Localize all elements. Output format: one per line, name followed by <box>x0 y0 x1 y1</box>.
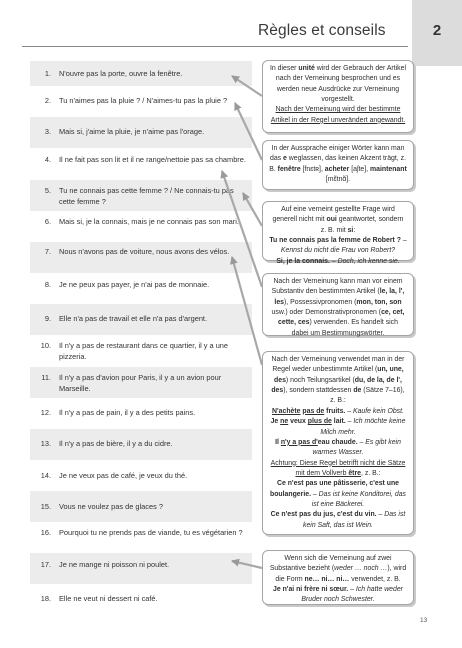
sentence-number: 10. <box>40 341 51 350</box>
note-example: Je ne veux plus de lait. – Ich möchte keine Milch mehr. <box>270 418 406 436</box>
sentence-text: Je ne mange ni poisson ni poulet. <box>59 560 170 569</box>
arrow-note2-to-row2 <box>235 103 262 160</box>
sentence-text: Mais si, je la connais, mais je ne connais pas son mari. <box>59 217 239 226</box>
sentence-text: Elle ne veut ni dessert ni café. <box>59 594 158 603</box>
sentence-text: Vous ne voulez pas de glaces ? <box>59 502 163 511</box>
sentence-number: 5. <box>44 186 51 195</box>
sentence-text: Je ne veux pas de café, je veux du thé. <box>59 471 188 480</box>
note-example: Je n'ai ni frère ni sœur. – Ich hatte weder Bruder noch Schwester. <box>273 586 403 604</box>
sentence-number: 4. <box>44 155 51 164</box>
note-example: Si, je la connais. – Doch, ich kenne sie. <box>276 257 400 265</box>
sentence-number: 12. <box>40 408 51 417</box>
sentence-number: 7. <box>44 247 51 256</box>
sentence-number: 11. <box>41 373 51 382</box>
note-example: Ce n'est pas du jus, c'est du vin. – Das ist kein Saft, das ist Wein. <box>270 511 406 529</box>
sentence-number: 14. <box>40 471 51 480</box>
note-example: Il n'y a pas d'eau chaude. – Es gibt kein warmes Wasser. <box>275 438 401 457</box>
page-title: Règles et conseils <box>258 22 386 39</box>
note-example: Tu ne connais pas la femme de Robert ? – Kennst du nicht die Frau von Robert? <box>269 237 407 255</box>
sentence-number: 3. <box>44 127 51 136</box>
note-text: Wenn sich die Verneinung auf zwei Substantive bezieht (weder … noch …), wird die Form ne… ni… ni… verwendet, z. B. <box>269 555 407 583</box>
arrow-note1-to-row1 <box>232 76 262 96</box>
note-text: In dieser unité wird der Gebrauch der Artikel nach der Verneinung besprochen und es werden neue Ausdrücke zur Verneinung vorgestellt. <box>270 65 406 104</box>
sentence-text: Il n'y a pas de restaurant dans ce quartier, il y a une pizzeria. <box>59 341 229 362</box>
sentence-text: Tu n'aimes pas la pluie ? / N'aimes-tu pas la pluie ? <box>59 96 228 105</box>
sentence-number: 13. <box>40 439 51 448</box>
arrow-note4-to-row4 <box>222 171 262 287</box>
sentence-text: Mais si, j'aime la pluie, je n'aime pas l'orage. <box>59 127 205 136</box>
sentence-text: N'ouvre pas la porte, ouvre la fenêtre. <box>59 69 183 78</box>
sentence-text: Il n'y a pas de bière, il y a du cidre. <box>59 439 173 448</box>
note-warning: Achtung: Diese Regel betrifft nicht die Sätze mit dem Vollverb être, z. B.: <box>270 459 406 477</box>
sentence-number: 8. <box>44 280 51 289</box>
sentence-number: 17. <box>40 560 51 569</box>
sentence-text: Il n'y a pas de pain, il y a des petits pains. <box>59 408 196 417</box>
chapter-number: 2 <box>432 22 442 39</box>
sentence-text: Elle n'a pas de travail et elle n'a pas d'argent. <box>59 314 208 323</box>
sentence-number: 16. <box>40 528 51 537</box>
note-example: Ce n'est pas une pâtisserie, c'est une boulangerie. – Das ist keine Konditorei, das ist eine Bäckerei. <box>270 480 406 509</box>
sentence-number: 15. <box>40 502 51 511</box>
note-text: In der Aussprache einiger Wörter kann man das e weglassen, das keinen Akzent trägt, z. B. fenêtre [fnɛtʀ], acheter [aʃte], maintenant [mɛ̃tnɑ̃]. <box>269 145 407 184</box>
note-text: Nach der Verneinung verwendet man in der Regel weder unbestimmte Artikel (un, une, des) noch Teilungsartikel (du, de la, de l', des), sondern stattdessen de (Sätze 7–16), z. B.: <box>271 356 405 405</box>
arrow-note3-to-row5 <box>243 193 262 226</box>
sentence-text: Il n'y a pas d'avion pour Paris, il y a un avion pour Marseille. <box>59 373 222 394</box>
note-rule: Nach der Verneinung wird der bestimmte Artikel in der Regel unverändert angewandt. <box>270 106 406 124</box>
note-text: Nach der Verneinung kann man vor einem Substantiv den bestimmten Artikel (le, la, l', les), Possessivpronomen (mon, ton, son usw.) oder Demonstrativpronomen (ce, cet, cette, ces) verwenden. Es handelt sich dabei um Bestimmungswörter. <box>271 278 405 337</box>
arrow-note6-to-row17 <box>232 561 262 568</box>
sentence-text: Tu ne connais pas cette femme ? / Ne connais-tu pas cette femme ? <box>59 186 234 207</box>
sentence-number: 1. <box>44 69 51 78</box>
sentence-text: Pourquoi tu ne prends pas de viande, tu es végétarien ? <box>59 528 243 537</box>
sentence-text: Il ne fait pas son lit et il ne range/nettoie pas sa chambre. <box>59 155 246 164</box>
sentence-number: 6. <box>44 217 51 226</box>
page-number: 13 <box>420 617 428 624</box>
sentence-text: Nous n'avons pas de voiture, nous avons des vélos. <box>59 247 230 256</box>
sentence-number: 2. <box>44 96 51 105</box>
sentence-text: Je ne peux pas payer, je n'ai pas de monnaie. <box>59 280 210 289</box>
sentence-number: 18. <box>40 594 51 603</box>
note-example: N'achète pas de fruits. – Kaufe kein Obst. <box>272 407 404 415</box>
sentence-number: 9. <box>44 314 51 323</box>
note-text: Auf eine verneint gestellte Frage wird generell nicht mit oui geantwortet, sondern z. B. mit si: <box>272 206 404 234</box>
